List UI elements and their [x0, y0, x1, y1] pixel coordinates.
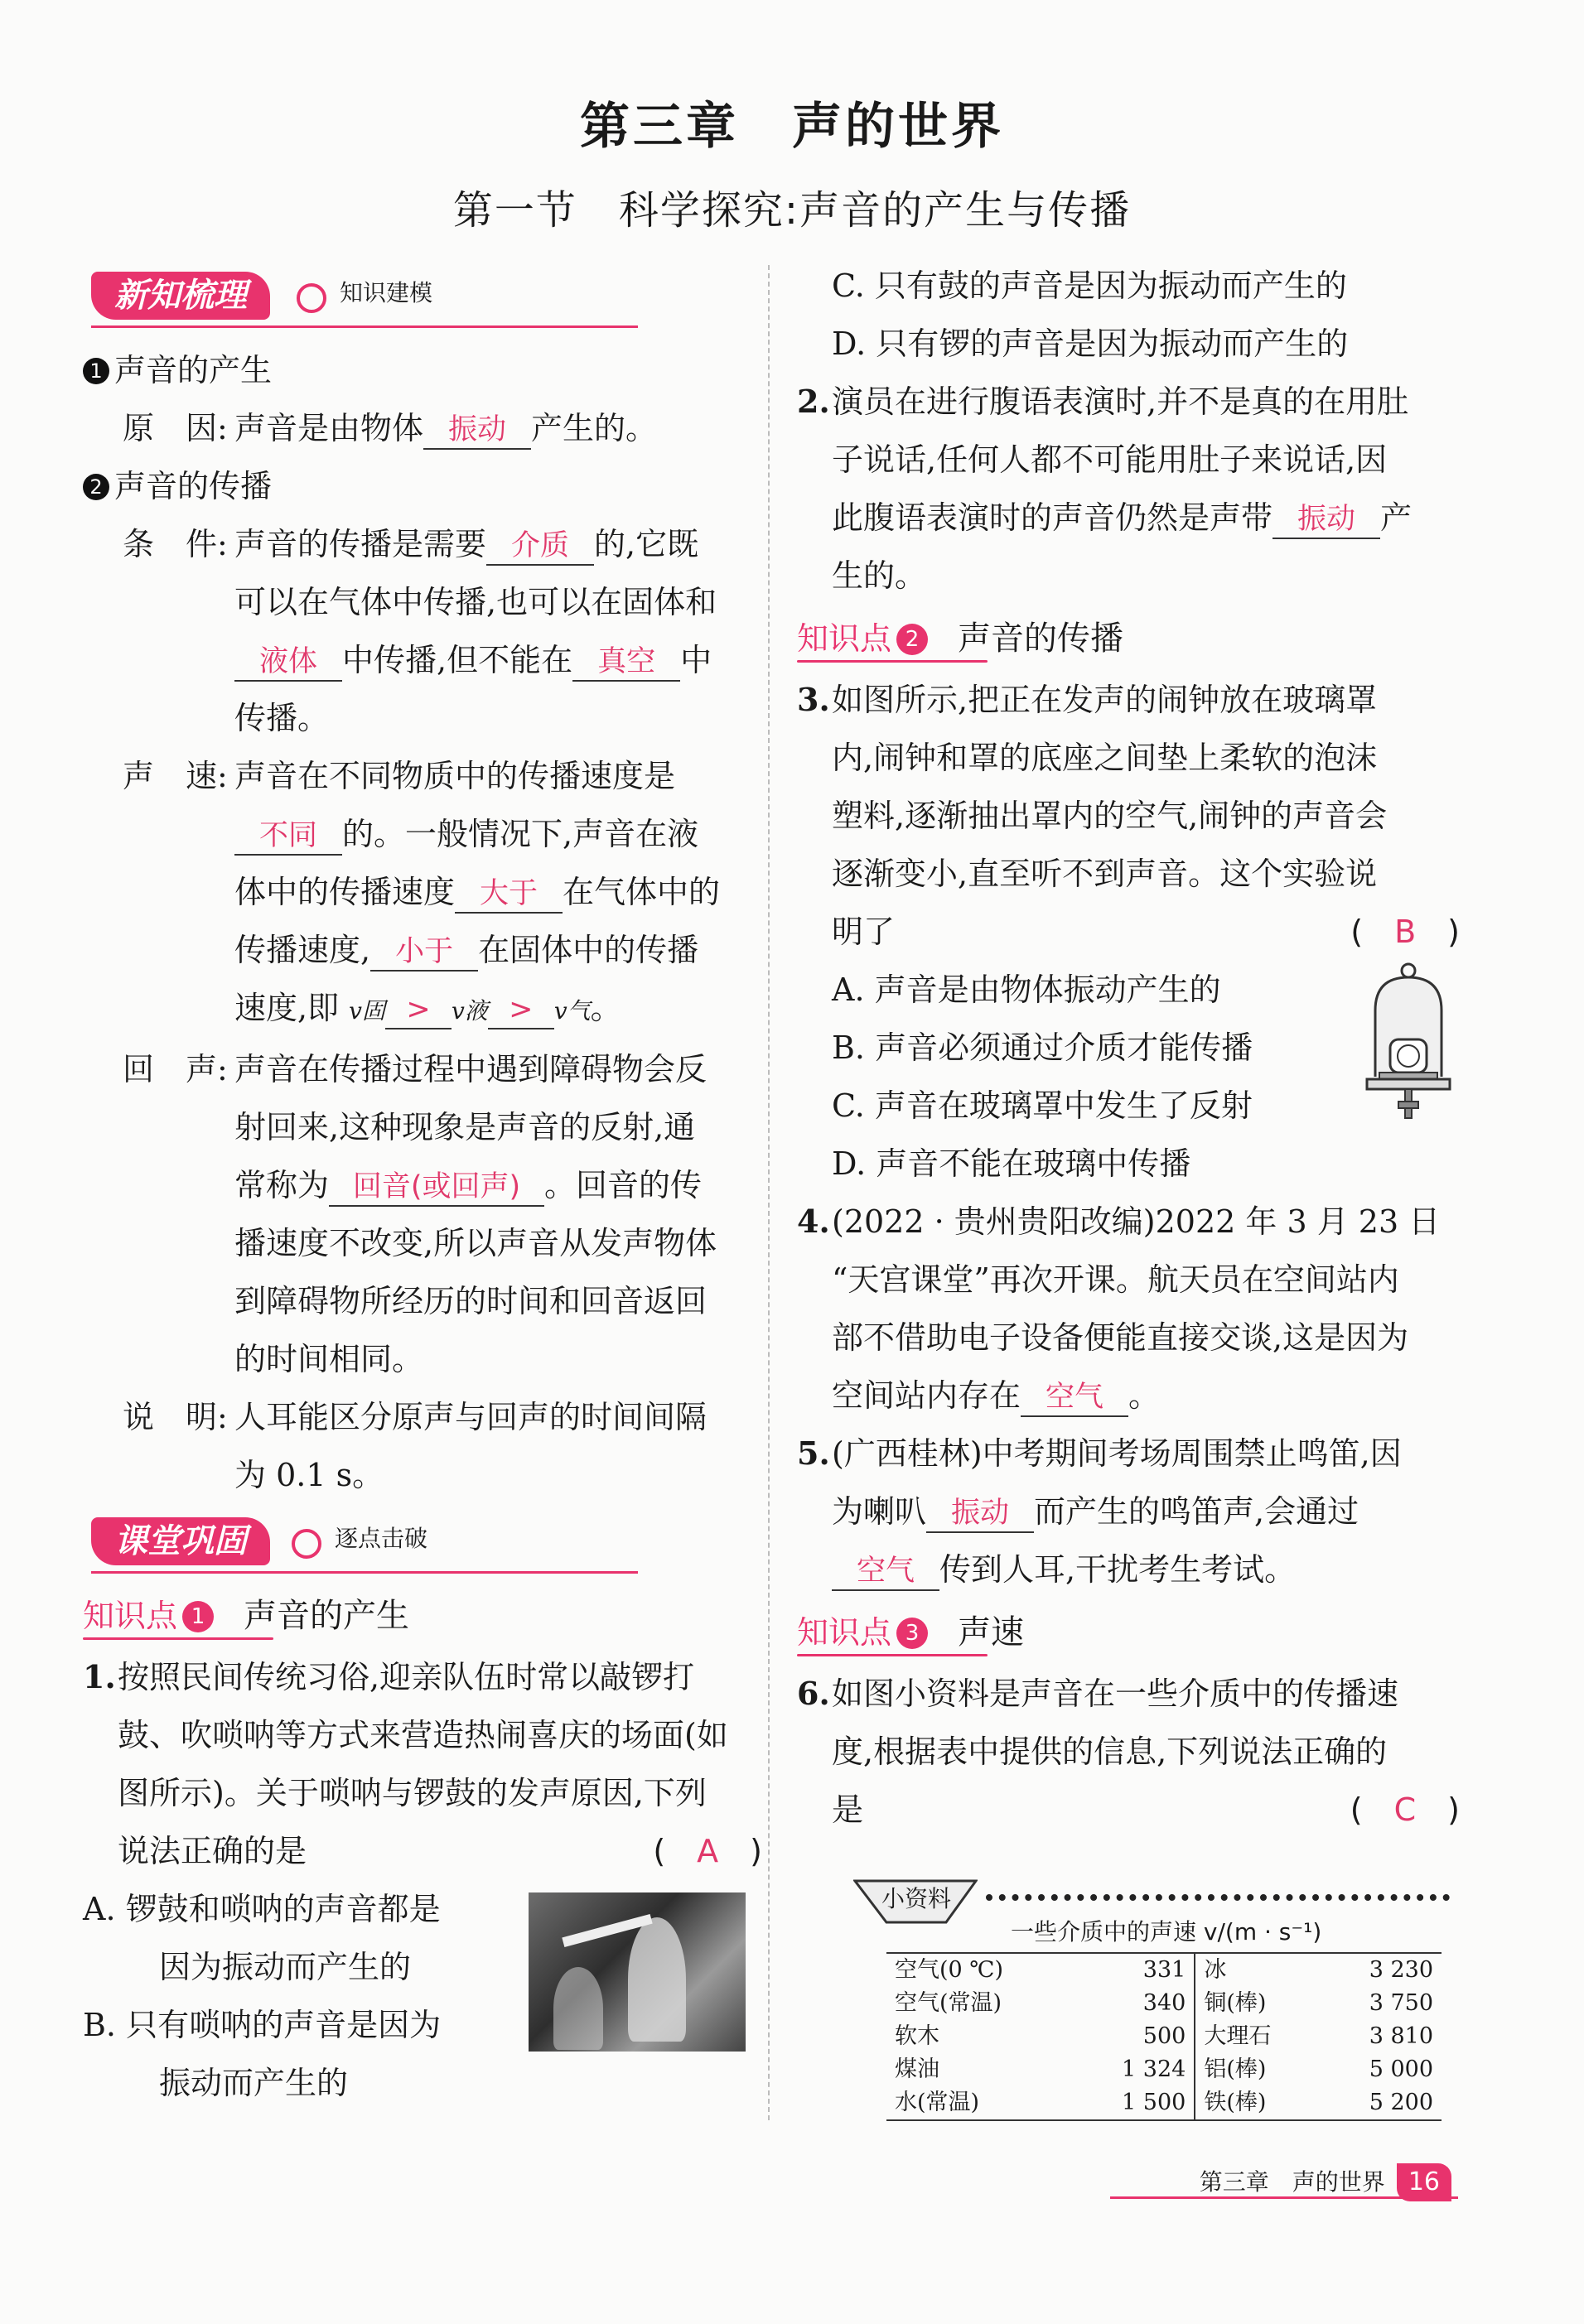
- answer-blank: 不同: [234, 817, 342, 856]
- question-line: 明了: [832, 914, 896, 950]
- answer-letter: C: [1393, 1791, 1417, 1828]
- text: 播速度不改变,所以声音从发声物体: [234, 1225, 717, 1261]
- page-number: 16: [1397, 2163, 1451, 2201]
- heading-number: 2: [83, 474, 109, 500]
- medium-name: 冰: [1195, 1954, 1321, 1987]
- table-row: [886, 2053, 1442, 2086]
- option-b-line2: 振动而产生的: [159, 2065, 349, 2101]
- text: 的,它既: [594, 526, 699, 562]
- answer-blank: 振动: [926, 1495, 1034, 1533]
- heading-number: 1: [83, 358, 109, 384]
- question-line: 说法正确的是: [118, 1833, 307, 1869]
- kp-title: 声速: [958, 1613, 1025, 1651]
- label-condition: 条 件:: [123, 526, 228, 562]
- kp-title: 声音的传播: [958, 620, 1124, 658]
- medium-name: 大理石: [1195, 2020, 1321, 2053]
- option-a: A. 声音是由物体振动产生的: [832, 972, 1221, 1008]
- medium-name: 铜(棒): [1195, 1987, 1321, 2020]
- text: 在固体中的传播: [478, 932, 699, 968]
- kp-underline: [797, 1654, 988, 1656]
- text: 。: [590, 990, 622, 1026]
- question-line: 产: [1380, 499, 1413, 536]
- text: 中: [680, 642, 712, 678]
- choice-answer: ( C ): [1350, 1791, 1460, 1828]
- option-c: C. 只有鼓的声音是因为振动而产生的: [832, 268, 1347, 304]
- banner-rule: [91, 1571, 638, 1574]
- magnifier-icon: [297, 283, 326, 313]
- question-line: 如图小资料是声音在一些介质中的传播速: [832, 1675, 1399, 1712]
- knowledge-point-3: [797, 1603, 1460, 1661]
- question-6: [797, 1665, 1460, 1839]
- medium-name: 水(常温): [895, 2090, 980, 2115]
- answer-letter: A: [697, 1833, 719, 1869]
- kp-number: 2: [896, 624, 928, 655]
- question-line: 按照民间传统习俗,迎亲队伍时常以敲锣打: [118, 1659, 695, 1695]
- medium-name: 空气(0 ℃): [895, 1957, 1004, 1983]
- option-b: B. 声音必须通过介质才能传播: [832, 1029, 1253, 1066]
- banner-title: 新知梳理: [91, 272, 270, 320]
- row-cause: [83, 399, 762, 457]
- medium-name: 空气(常温): [895, 1990, 1002, 2016]
- banner-classroom: [83, 1511, 762, 1577]
- table-row: [886, 1987, 1442, 2020]
- question-1: [83, 1648, 762, 1880]
- kp-underline: [797, 660, 988, 663]
- bell-jar-alarm-clock-illustration: [1359, 961, 1458, 1126]
- label-echo: 回 声:: [123, 1051, 228, 1087]
- answer-blank: 振动: [1273, 501, 1380, 539]
- question-line: 传到人耳,干扰考生考试。: [939, 1551, 1297, 1588]
- question-line: (广西桂林)中考期间考场周围禁止鸣笛,因: [832, 1435, 1402, 1472]
- text: 的时间相同。: [234, 1341, 424, 1377]
- question-line: 如图所示,把正在发声的闹钟放在玻璃罩: [832, 682, 1378, 718]
- option-b-line1: B. 只有唢呐的声音是因为: [83, 2007, 442, 2043]
- question-line: 度,根据表中提供的信息,下列说法正确的: [832, 1733, 1388, 1770]
- text: 。回音的传: [544, 1167, 703, 1203]
- heading-text: 声音的产生: [114, 352, 273, 388]
- question-number: 4.: [797, 1203, 830, 1240]
- banner-subtitle: 知识建模: [340, 279, 433, 306]
- column-divider: [768, 265, 770, 2120]
- answer-blank: 小于: [370, 933, 478, 972]
- question-line: (2022 · 贵州贵阳改编)2022 年 3 月 23 日: [832, 1203, 1441, 1240]
- answer-blank: 液体: [234, 644, 342, 682]
- banner-title: 课堂巩固: [91, 1517, 270, 1565]
- question-line: 部不借助电子设备便能直接交谈,这是因为: [832, 1319, 1409, 1356]
- dotted-rule: [986, 1894, 1450, 1909]
- answer-letter: B: [1394, 914, 1417, 950]
- banner-rule: [91, 325, 638, 328]
- question-5: [797, 1425, 1460, 1598]
- banner-subtitle: 逐点击破: [335, 1525, 428, 1552]
- answer-blank: >: [385, 991, 452, 1029]
- kp-label: 知识点: [797, 1614, 892, 1651]
- medium-name: 软木: [895, 2023, 939, 2049]
- kp-title: 声音的产生: [244, 1597, 410, 1635]
- chapter-title: 第三章 声的世界: [580, 98, 1004, 156]
- table-row: [886, 1954, 1442, 1987]
- option-a-line1: A. 锣鼓和唢呐的声音都是: [83, 1891, 441, 1927]
- question-line: 生的。: [832, 557, 927, 594]
- question-line: 逐渐变小,直至听不到声音。这个实验说: [832, 856, 1378, 892]
- kp-number: 3: [896, 1618, 928, 1649]
- answer-blank: 介质: [486, 528, 594, 566]
- knowledge-point-1: [83, 1587, 762, 1645]
- row-condition: [83, 515, 762, 747]
- question-number: 5.: [797, 1434, 830, 1472]
- choice-answer: ( B ): [1350, 914, 1460, 950]
- section-title: 第一节 科学探究:声音的产生与传播: [452, 187, 1132, 234]
- text: 射回来,这种现象是声音的反射,通: [234, 1109, 696, 1145]
- text: 人耳能区分原声与回声的时间间隔: [234, 1399, 707, 1435]
- info-tag-label: 小资料: [881, 1885, 952, 1912]
- heading-text: 声音的传播: [114, 468, 273, 504]
- text: 常称为: [234, 1167, 330, 1203]
- footer-rule: [1110, 2196, 1458, 2199]
- v-liquid: v液: [452, 997, 488, 1025]
- question-number: 1.: [83, 1658, 116, 1695]
- text: 速度,即: [234, 990, 350, 1026]
- option-a-line2: 因为振动而产生的: [159, 1949, 412, 1985]
- text: 传播速度,: [234, 932, 371, 968]
- question-line: 空间站内存在: [832, 1377, 1021, 1414]
- row-speed: [83, 747, 762, 1040]
- question-number: 2.: [797, 383, 830, 420]
- table-title: 一些介质中的声速 v/(m · s⁻¹): [1011, 1918, 1322, 1946]
- text: 传播。: [234, 700, 330, 736]
- speed-value: 5 000: [1369, 2056, 1433, 2082]
- v-solid: v固: [349, 997, 385, 1025]
- question-line: 塑料,逐渐抽出罩内的空气,闹钟的声音会: [832, 798, 1388, 834]
- banner-new-knowledge: [83, 265, 762, 331]
- wedding-procession-photo: [529, 1892, 746, 2052]
- text: 的。一般情况下,声音在液: [342, 816, 699, 852]
- answer-blank: >: [488, 991, 554, 1029]
- answer-blank: 回音(或回声): [329, 1169, 544, 1207]
- text: 为 0.1 s。: [234, 1457, 384, 1493]
- v-gas: v气: [553, 997, 591, 1025]
- target-icon: [292, 1529, 321, 1559]
- question-line: 内,闹钟和罩的底座之间垫上柔软的泡沫: [832, 740, 1378, 776]
- text: 到障碍物所经历的时间和回音返回: [234, 1283, 707, 1319]
- question-number: 6.: [797, 1675, 830, 1712]
- speed-value: 1 324: [1122, 2056, 1186, 2082]
- question-line: 而产生的鸣笛声,会通过: [1034, 1493, 1359, 1530]
- question-line: 子说话,任何人都不可能用肚子来说话,因: [832, 441, 1388, 478]
- answer-blank: 大于: [455, 875, 563, 914]
- question-3: [797, 671, 1460, 961]
- medium-name: 煤油: [895, 2056, 939, 2082]
- text: 声音在传播过程中遇到障碍物会反: [234, 1051, 707, 1087]
- option-c: C. 声音在玻璃罩中发生了反射: [832, 1087, 1253, 1124]
- option-d: D. 只有锣的声音是因为振动而产生的: [832, 325, 1349, 362]
- question-line: 图所示)。关于唢呐与锣鼓的发声原因,下列: [118, 1775, 707, 1811]
- answer-blank: 空气: [1021, 1379, 1128, 1417]
- text: 在气体中的: [563, 874, 721, 910]
- question-line: 演员在进行腹语表演时,并不是真的在用肚: [832, 383, 1409, 420]
- speed-value: 340: [1142, 1990, 1186, 2016]
- option-d: D. 声音不能在玻璃中传播: [832, 1145, 1191, 1182]
- text: 体中的传播速度: [234, 874, 456, 910]
- question-4: [797, 1193, 1460, 1425]
- label-cause: 原 因:: [123, 410, 228, 446]
- text: 声音是由物体: [234, 410, 424, 446]
- row-echo: [83, 1040, 762, 1388]
- heading-sound-production: [83, 341, 762, 399]
- label-speed: 声 速:: [123, 758, 228, 794]
- speed-value: 5 200: [1369, 2090, 1433, 2115]
- question-line: 鼓、吹唢呐等方式来营造热闹喜庆的场面(如: [118, 1717, 728, 1753]
- label-note: 说 明:: [123, 1399, 228, 1435]
- speed-value: 331: [1142, 1957, 1186, 1983]
- knowledge-point-2: [797, 610, 1460, 668]
- question-number: 3.: [797, 681, 830, 718]
- question-line: 为喇叭: [832, 1493, 927, 1530]
- medium-name: 铁(棒): [1195, 2086, 1321, 2119]
- text: 可以在气体中传播,也可以在固体和: [234, 584, 717, 620]
- speed-value: 500: [1142, 2023, 1186, 2049]
- question-line: 是: [832, 1791, 864, 1828]
- kp-label: 知识点: [797, 620, 892, 657]
- text: 声音的传播是需要: [234, 526, 487, 562]
- left-column: [83, 265, 762, 2112]
- kp-number: 1: [182, 1601, 214, 1632]
- answer-blank: 真空: [572, 644, 680, 682]
- row-note: [83, 1388, 762, 1504]
- speed-value: 1 500: [1122, 2090, 1186, 2115]
- kp-label: 知识点: [83, 1598, 178, 1634]
- choice-answer: ( A ): [653, 1833, 762, 1869]
- table-row: [886, 2086, 1442, 2119]
- speed-value: 3 750: [1369, 1990, 1433, 2016]
- text: 中传播,但不能在: [342, 642, 573, 678]
- question-2: [797, 373, 1460, 605]
- kp-underline: [83, 1637, 273, 1640]
- text: 声音在不同物质中的传播速度是: [234, 758, 676, 794]
- table-row: [886, 2020, 1442, 2053]
- speed-value: 3 230: [1369, 1957, 1433, 1983]
- medium-name: 铝(棒): [1195, 2053, 1321, 2086]
- question-line: “天宫课堂”再次开课。航天员在空间站内: [832, 1261, 1399, 1298]
- answer-blank: 振动: [423, 412, 531, 450]
- footer-chapter: 第三章 声的世界: [1199, 2168, 1385, 2196]
- speed-value: 3 810: [1369, 2023, 1433, 2049]
- heading-sound-propagation: [83, 457, 762, 515]
- question-line: 此腹语表演时的声音仍然是声带: [832, 499, 1273, 536]
- question-line: 。: [1128, 1377, 1161, 1414]
- answer-blank: 空气: [832, 1553, 939, 1591]
- text: 产生的。: [531, 410, 658, 446]
